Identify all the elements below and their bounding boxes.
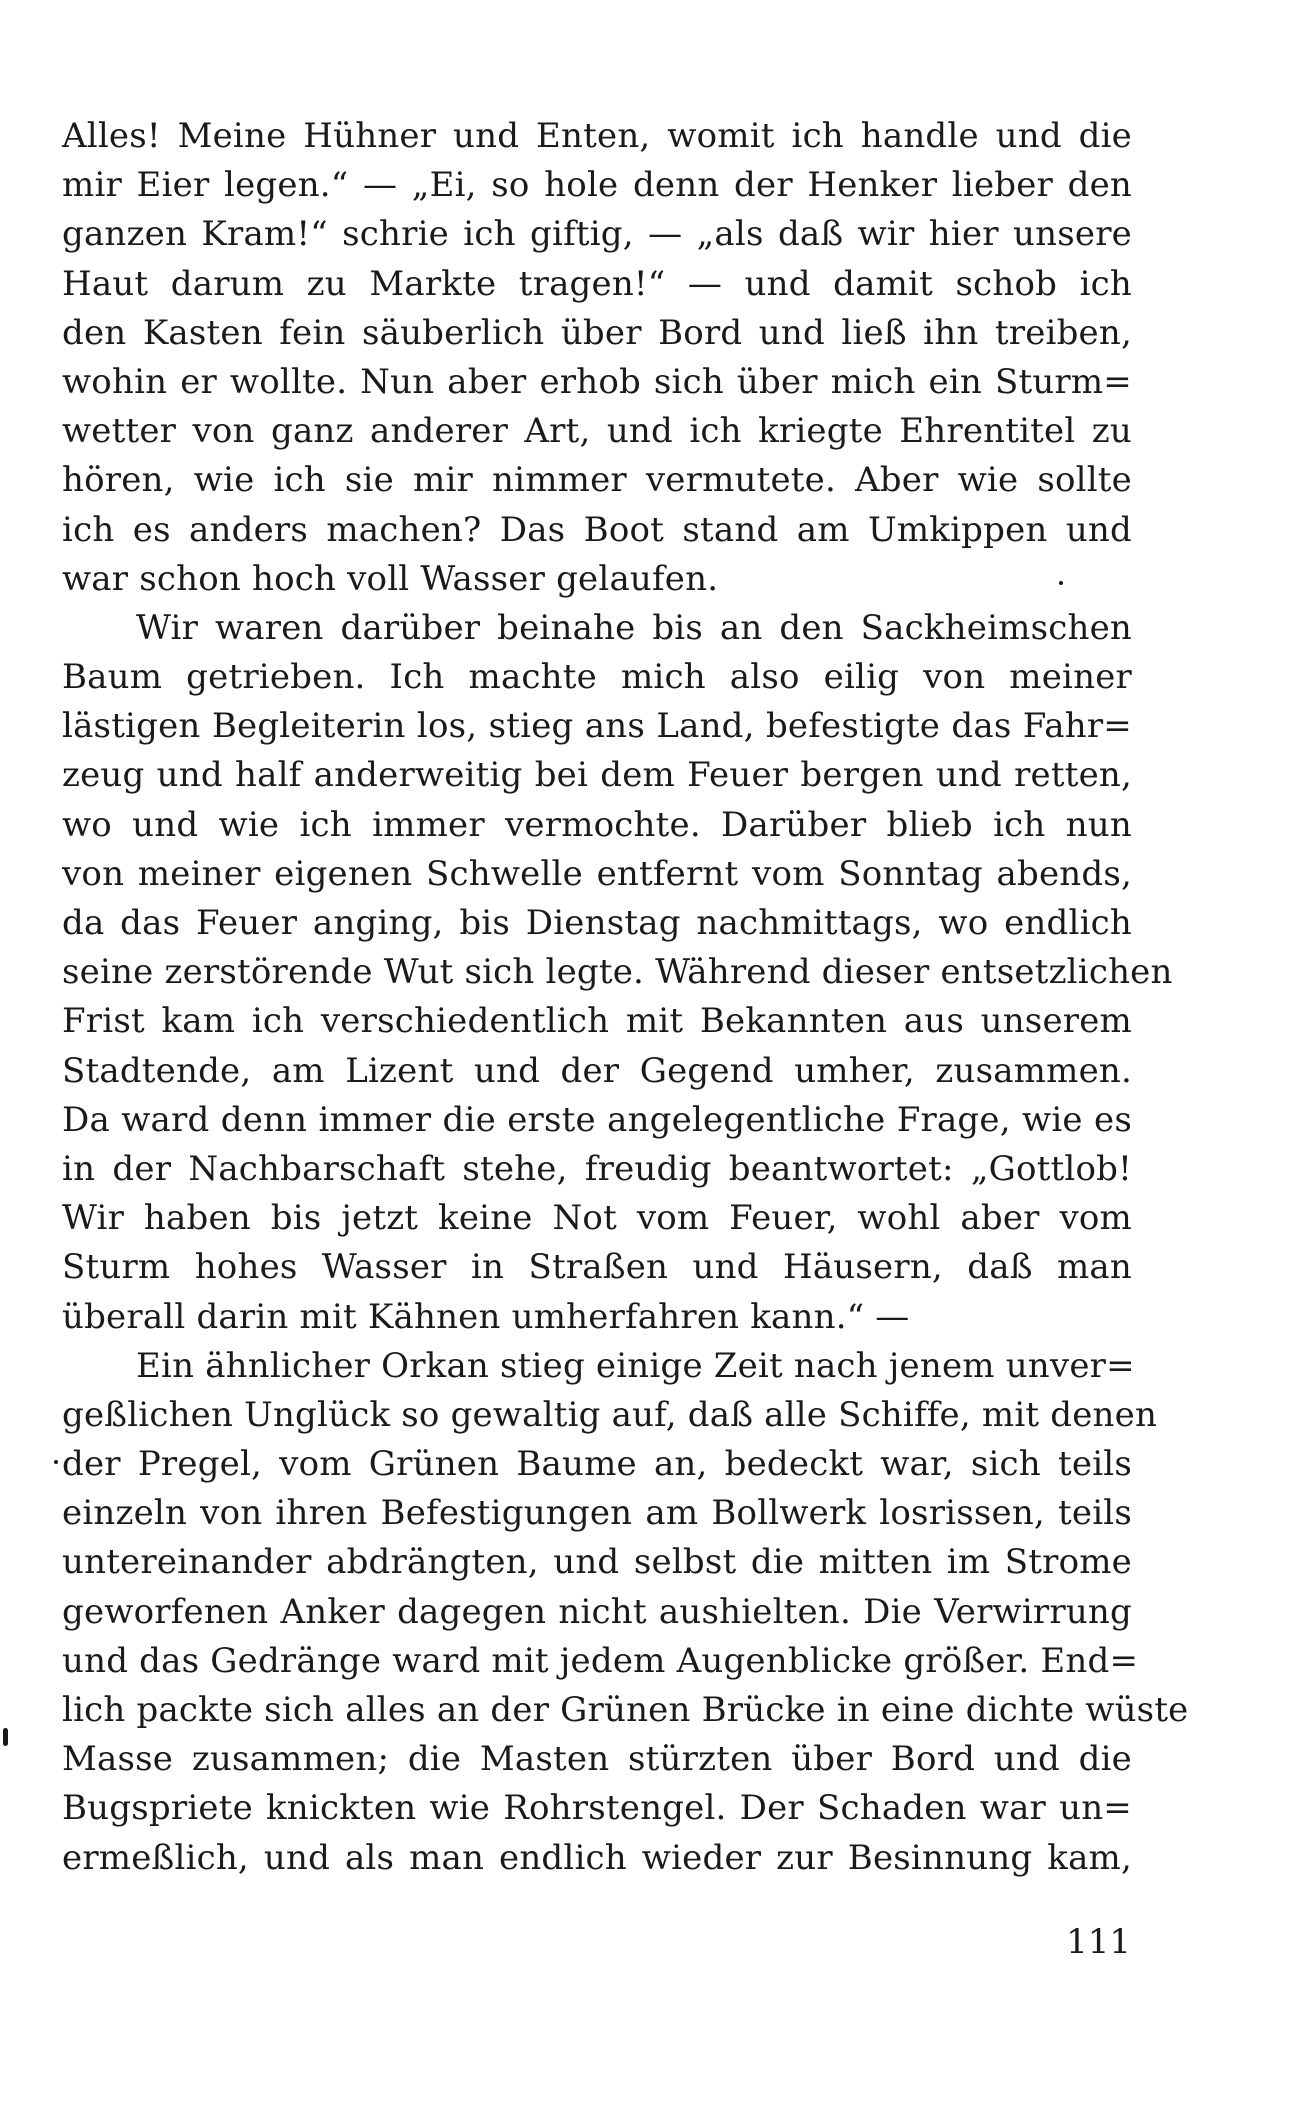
text-line: seine zerstörende Wut sich legte. Während dieser entsetzlichen: [62, 952, 1173, 993]
text-line: Frist kam ich verschiedentlich mit Bekannten aus unserem: [62, 1001, 1132, 1042]
text-line: wohin er wollte. Nun aber erhob sich über mich ein Sturm=: [62, 361, 1132, 402]
text-line: war schon hoch voll Wasser gelaufen.: [62, 558, 719, 599]
text-line: geworfenen Anker dagegen nicht aushielten. Die Verwirrung: [62, 1591, 1132, 1632]
text-line: zeug und half anderweitig bei dem Feuer bergen und retten,: [62, 755, 1132, 796]
text-line: Da ward denn immer die erste angelegentliche Frage, wie es: [62, 1099, 1132, 1140]
text-line: geßlichen Unglück so gewaltig auf, daß alle Schiffe, mit denen: [62, 1394, 1158, 1435]
text-line: in der Nachbarschaft stehe, freudig beantwortet: „Gottlob!: [62, 1148, 1132, 1189]
scan-speck: [3, 1728, 8, 1746]
text-line: Masse zusammen; die Masten stürzten über Bord und die: [62, 1739, 1132, 1780]
text-line: überall darin mit Kähnen umherfahren kann.“ —: [62, 1296, 910, 1337]
text-line: den Kasten fein säuberlich über Bord und ließ ihn treiben,: [62, 312, 1132, 353]
text-line: wo und wie ich immer vermochte. Darüber blieb ich nun: [62, 804, 1132, 845]
text-line: von meiner eigenen Schwelle entfernt vom Sonntag abends,: [62, 853, 1132, 894]
text-line: ganzen Kram!“ schrie ich giftig, — „als daß wir hier unsere: [62, 214, 1132, 255]
text-line: ermeßlich, und als man endlich wieder zur Besinnung kam,: [62, 1837, 1132, 1878]
body-text: [62, 112, 1189, 1883]
text-line: Stadtende, am Lizent und der Gegend umher, zusammen.: [62, 1050, 1132, 1091]
text-line: wetter von ganz anderer Art, und ich kriegte Ehrentitel zu: [62, 411, 1132, 452]
text-line: Haut darum zu Markte tragen!“ — und damit schob ich: [62, 263, 1132, 304]
text-line: mir Eier legen.“ — „Ei, so hole denn der Henker lieber den: [62, 165, 1132, 206]
text-line: da das Feuer anging, bis Dienstag nachmittags, wo endlich: [62, 903, 1132, 943]
text-line: Baum getrieben. Ich machte mich also eilig von meiner: [62, 657, 1132, 698]
text-line: Bugspriete knickten wie Rohrstengel. Der Schaden war un=: [62, 1788, 1132, 1829]
text-line: hören, wie ich sie mir nimmer vermutete. Aber wie sollte: [62, 460, 1132, 501]
text-line: Alles! Meine Hühner und Enten, womit ich handle und die: [62, 116, 1132, 156]
page-number: 111: [1066, 1922, 1131, 1962]
text-line: der Pregel, vom Grünen Baume an, bedeckt war, sich teils: [62, 1444, 1132, 1485]
scan-speck: [1059, 581, 1063, 585]
text-line: lich packte sich alles an der Grünen Brücke in eine dichte wüste: [62, 1690, 1189, 1730]
text-line: lästigen Begleiterin los, stieg ans Land, befestigte das Fahr=: [62, 706, 1132, 747]
text-line: und das Gedränge ward mit jedem Augenblicke größer. End=: [62, 1640, 1139, 1681]
text-line: ich es anders machen? Das Boot stand am Umkippen und: [62, 509, 1132, 550]
text-line: untereinander abdrängten, und selbst die mitten im Strome: [62, 1542, 1132, 1583]
scan-speck: [54, 1460, 58, 1464]
text-line: Wir waren darüber beinahe bis an den Sackheimschen: [136, 607, 1132, 648]
text-line: Sturm hohes Wasser in Straßen und Häusern, daß man: [62, 1247, 1132, 1288]
text-line: Ein ähnlicher Orkan stieg einige Zeit nach jenem unver=: [136, 1345, 1135, 1386]
text-line: einzeln von ihren Befestigungen am Bollwerk losrissen, teils: [62, 1493, 1132, 1534]
text-line: Wir haben bis jetzt keine Not vom Feuer, wohl aber vom: [62, 1198, 1132, 1239]
